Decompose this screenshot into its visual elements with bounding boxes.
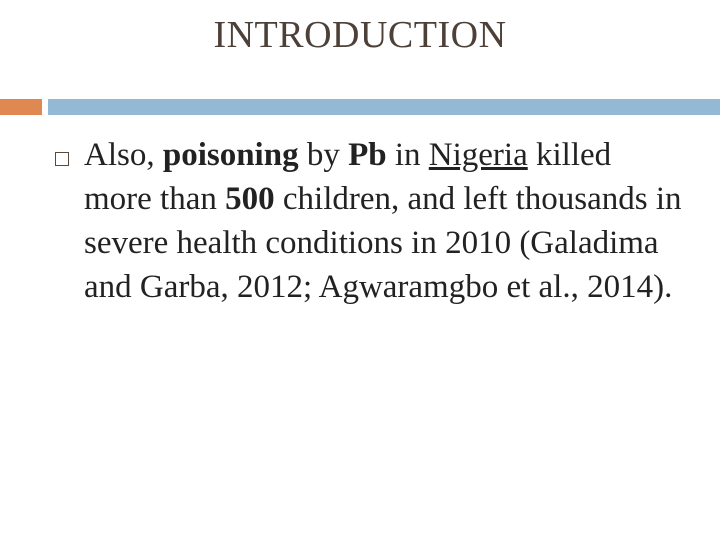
text-segment: in — [386, 137, 429, 173]
text-segment-bold-500: 500 — [225, 181, 275, 217]
text-segment: by — [298, 137, 349, 173]
bullet-text — [84, 137, 682, 305]
text-segment-bold-pb: Pb — [348, 137, 387, 173]
text-segment-bold-poisoning: poisoning — [162, 137, 299, 173]
slide-body — [55, 133, 685, 309]
text-segment: Also, — [84, 137, 163, 173]
bullet-item — [55, 133, 685, 309]
slide-title: INTRODUCTION — [213, 14, 507, 56]
text-segment: children, and left thousands in severe health conditions in 2010 (Galadima and Garba, 2012; Agwaramgbo et al., 2014). — [84, 181, 682, 305]
text-segment-underlined-nigeria: Nigeria — [428, 137, 528, 173]
text-segment: killed more than — [84, 137, 612, 217]
accent-bar-orange — [0, 99, 42, 115]
accent-bar-blue — [48, 99, 720, 115]
square-bullet-icon — [55, 152, 69, 166]
